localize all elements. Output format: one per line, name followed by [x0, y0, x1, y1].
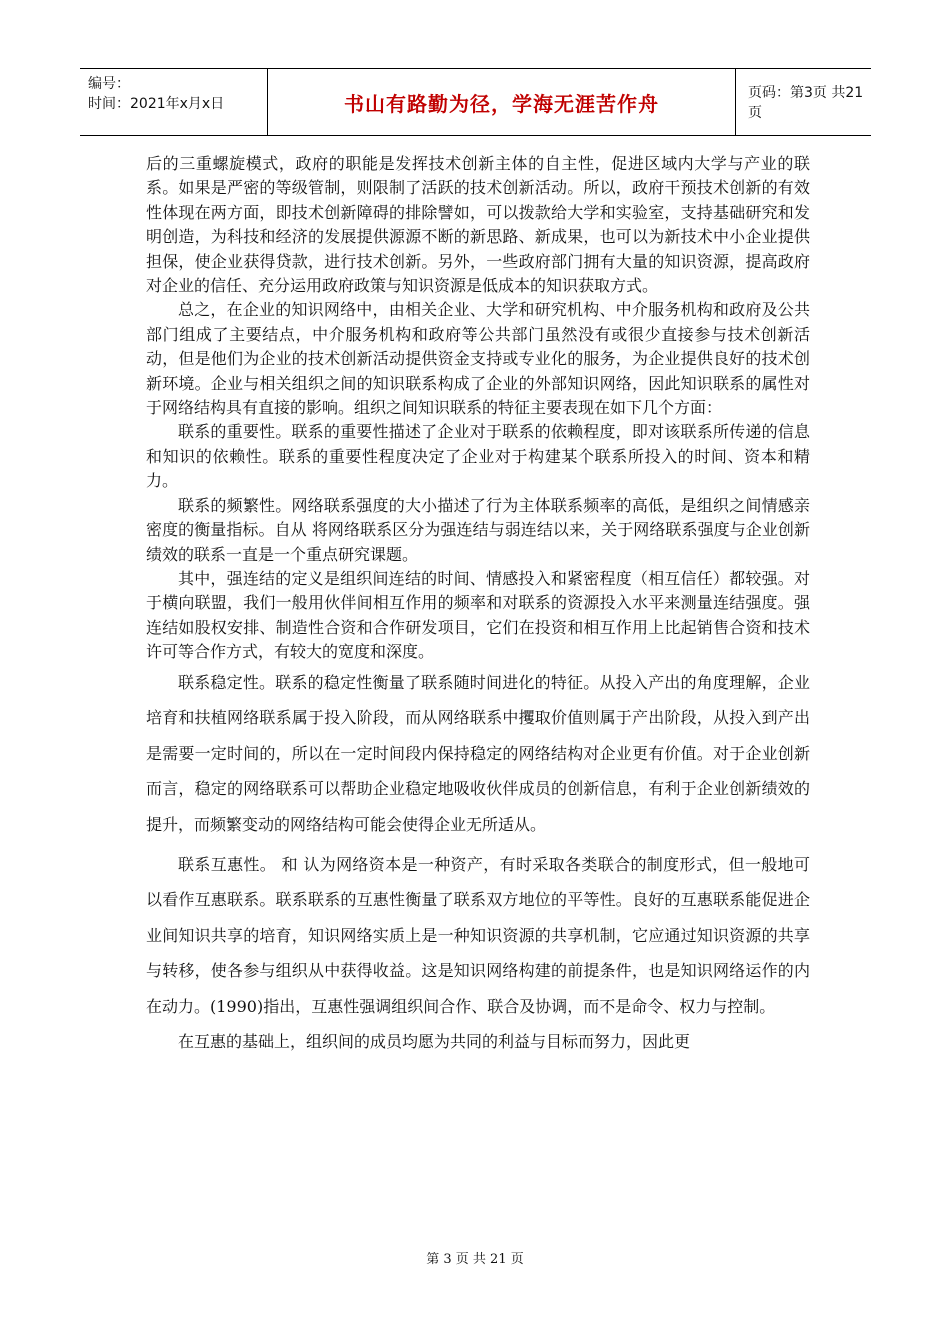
- header-info-cell: [80, 69, 268, 135]
- header-page-code: 页码：第3页 共21页: [748, 85, 864, 121]
- paragraph: 联系的频繁性。网络联系强度的大小描述了行为主体联系频率的高低，是组织之间情感亲密度的衡量指标。自从 将网络联系区分为强连结与弱连结以来，关于网络联系强度与企业创新绩效的联系一直是一个重点研究课题。: [146, 495, 810, 564]
- header-motto: 书山有路勤为径，学海无涯苦作舟: [344, 91, 659, 116]
- page-header: [80, 68, 871, 136]
- paragraph: 在互惠的基础上，组织间的成员均愿为共同的利益与目标而努力，因此更: [178, 1032, 691, 1052]
- paragraph: 其中，强连结的定义是组织间连结的时间、情感投入和紧密程度（相互信任）都较强。对于横向联盟，我们一般用伙伴间相互作用的频率和对联系的资源投入水平来测量连结强度。强连结如股权安排、制造性合资和合作研发项目，它们在投资和相互作用上比起销售合资和技术许可等合作方式，有较大的宽度和深度。: [146, 568, 810, 662]
- paragraph: 联系稳定性。联系的稳定性衡量了联系随时间进化的特征。从投入产出的角度理解，企业培育和扶植网络联系属于投入阶段，而从网络联系中攫取价值则属于产出阶段，从投入到产出是需要一定时间的，所以在一定时间段内保持稳定的网络结构对企业更有价值。对于企业创新而言，稳定的网络联系可以帮助企业稳定地吸收伙伴成员的创新信息，有利于企业创新绩效的提升，而频繁变动的网络结构可能会使得企业无所适从。: [146, 672, 810, 834]
- footer-page-indicator: 第 3 页 共 21 页: [426, 1252, 524, 1267]
- paragraph: 后的三重螺旋模式，政府的职能是发挥技术创新主体的自主性，促进区域内大学与产业的联系。如果是严密的等级管制，则限制了活跃的技术创新活动。所以，政府干预技术创新的有效性体现在两方面，即技术创新障碍的排除譬如，可以拨款给大学和实验室，支持基础研究和发明创造，为科技和经济的发展提供源源不断的新思路、新成果，也可以为新技术中小企业提供担保，使企业获得贷款，进行技术创新。另外，一些政府部门拥有大量的知识资源，提高政府对企业的信任、充分运用政府政策与知识资源是低成本的知识获取方式。: [146, 154, 810, 296]
- document-date-label: 时间：2021年x月x日: [88, 96, 225, 112]
- document-body: [146, 152, 810, 1060]
- document-number-label: 编号：: [88, 76, 130, 92]
- paragraph: 联系的重要性。联系的重要性描述了企业对于联系的依赖程度，即对该联系所传递的信息和知识的依赖性。联系的重要性程度决定了企业对于构建某个联系所投入的时间、资本和精力。: [146, 422, 810, 491]
- header-page-cell: [736, 69, 871, 135]
- page-footer: [0, 1248, 950, 1267]
- header-motto-cell: [268, 69, 736, 135]
- paragraph: 联系互惠性。 和 认为网络资本是一种资产，有时采取各类联合的制度形式，但一般地可以看作互惠联系。联系联系的互惠性衡量了联系双方地位的平等性。良好的互惠联系能促进企业间知识共享的培育，知识网络实质上是一种知识资源的共享机制，它应通过知识资源的共享与转移，使各参与组织从中获得收益。这是知识网络构建的前提条件，也是知识网络运作的内在动力。(1990)指出，互惠性强调组织间合作、联合及协调，而不是命令、权力与控制。: [146, 854, 810, 1016]
- paragraph: 总之，在企业的知识网络中，由相关企业、大学和研究机构、中介服务机构和政府及公共部门组成了主要结点，中介服务机构和政府等公共部门虽然没有或很少直接参与技术创新活动，但是他们为企业的技术创新活动提供资金支持或专业化的服务，为企业提供良好的技术创新环境。企业与相关组织之间的知识联系构成了企业的外部知识网络，因此知识联系的属性对于网络结构具有直接的影响。组织之间知识联系的特征主要表现在如下几个方面：: [146, 300, 810, 418]
